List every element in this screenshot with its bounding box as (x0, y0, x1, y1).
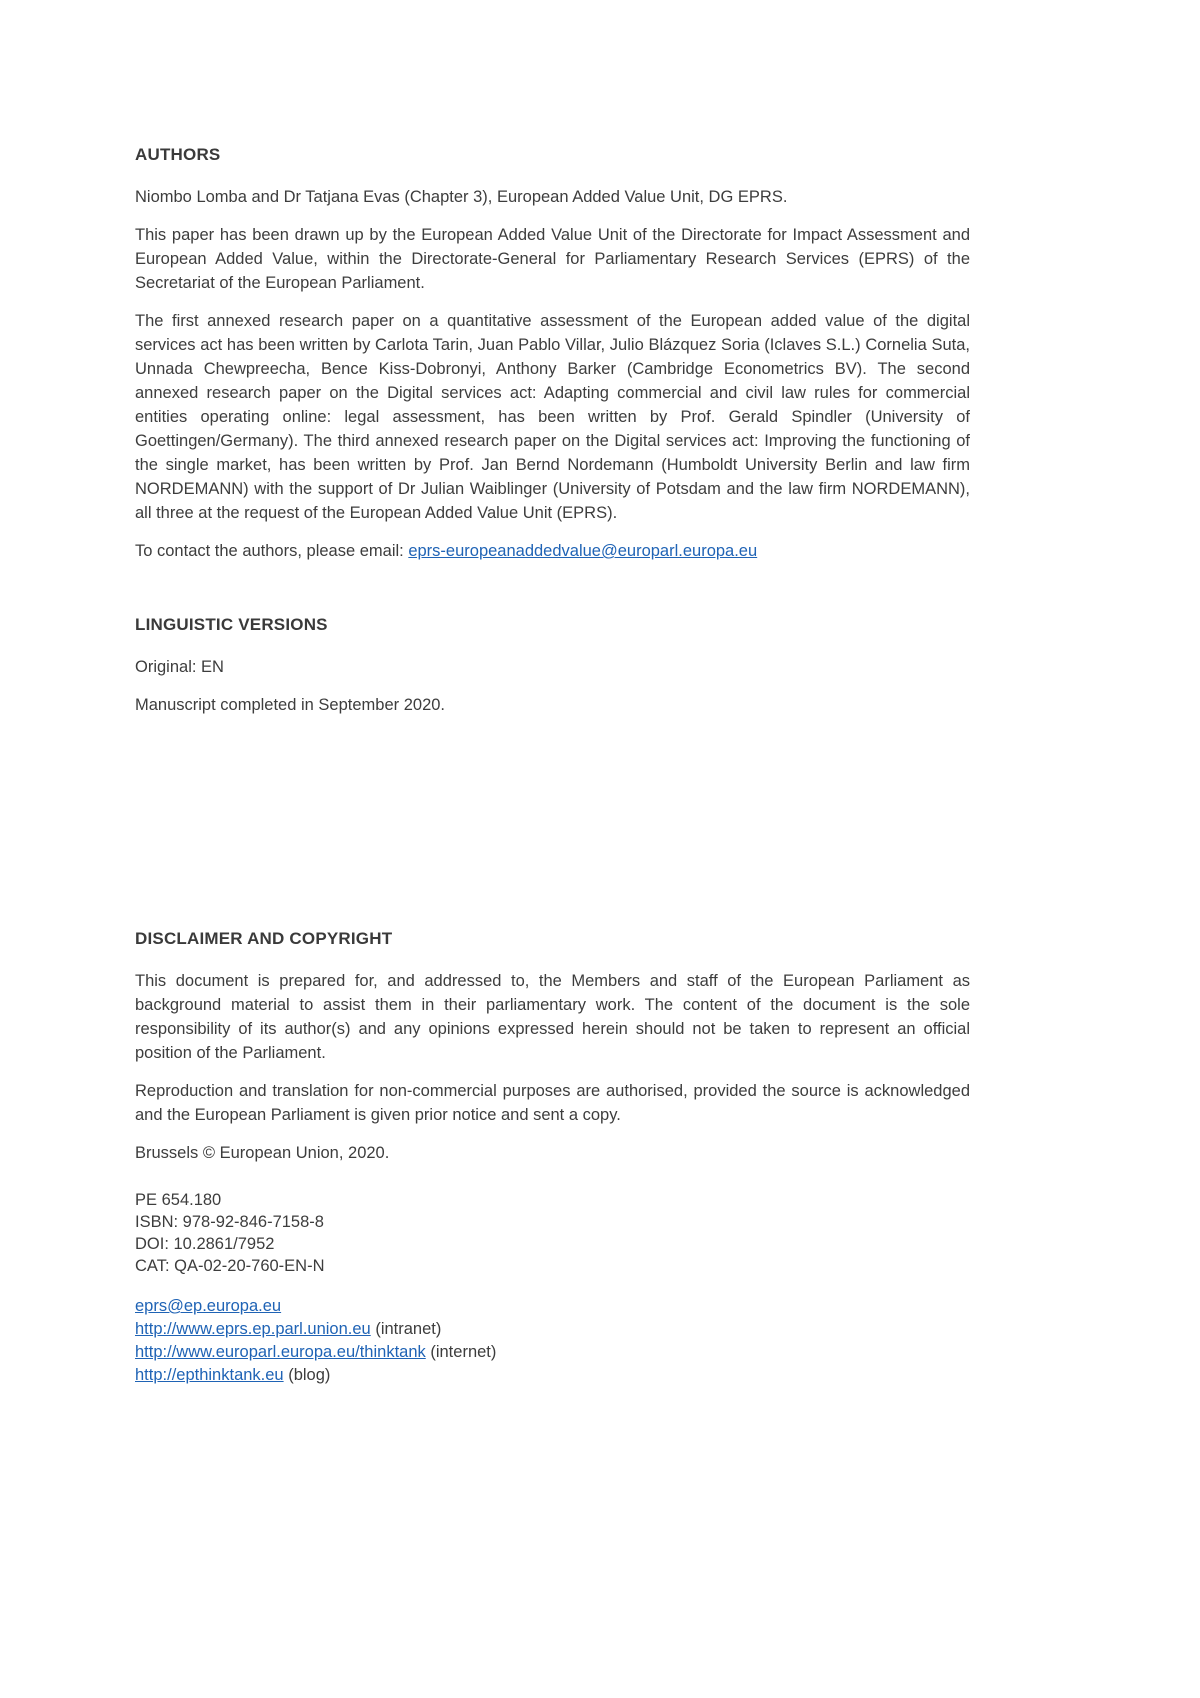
linguistic-versions-heading: LINGUISTIC VERSIONS (135, 615, 328, 634)
link-row (135, 1295, 970, 1318)
pe-number: PE 654.180 (135, 1191, 222, 1209)
link-suffix-text: (internet) (425, 1343, 497, 1361)
link-row (135, 1341, 970, 1364)
link-row (135, 1364, 970, 1387)
reproduction-paragraph: Reproduction and translation for non-commercial purposes are authorised, provided the source is acknowledged and the European Parliament is given prior notice and sent a copy. (135, 1082, 970, 1124)
link-suffix-text: (intranet) (370, 1320, 442, 1338)
section-linguistic-versions (135, 615, 970, 717)
doi-number: DOI: 10.2861/7952 (135, 1235, 275, 1253)
copyright-line: Brussels © European Union, 2020. (135, 1144, 390, 1162)
manuscript-date-line: Manuscript completed in September 2020. (135, 696, 446, 714)
section-disclaimer-copyright (135, 929, 970, 1387)
original-language-line: Original: EN (135, 658, 224, 676)
eprs-email-link[interactable]: eprs@ep.europa.eu (135, 1297, 282, 1315)
authors-paragraph-annexes: The first annexed research paper on a quantitative assessment of the European added value of the digital services act has been written by Carlota Tarin, Juan Pablo Villar, Julio Blázquez Soria (Iclaves S.L.) Cornelia Suta, Unnada Chewpreecha, Bence Kiss-Dobronyi, Anthony Barker (Cambridge Econometrics BV). The second annexed research paper on the Digital services act: Adapting commercial and civil law rules for commercial entities operating online: legal assessment, has been written by Prof. Gerald Spindler (University of Goettingen/Germany). The third annexed research paper on the Digital services act: Improving the functioning of the single market, has been written by Prof. Jan Bernd Nordemann (Humboldt University Berlin and law firm NORDEMANN) with the support of Dr Julian Waiblinger (University of Potsdam and the law firm NORDEMANN), all three at the request of the European Added Value Unit (EPRS). (135, 312, 970, 522)
contact-prefix-text: To contact the authors, please email: (135, 542, 409, 560)
section-authors (135, 145, 970, 563)
cat-number: CAT: QA-02-20-760-EN-N (135, 1257, 325, 1275)
disclaimer-paragraph: This document is prepared for, and addressed to, the Members and staff of the European Parliament as background material to assist them in their parliamentary work. The content of the document is the sole responsibility of its author(s) and any opinions expressed herein should not be taken to represent an official position of the Parliament. (135, 972, 970, 1062)
link-suffix-text: (blog) (283, 1366, 331, 1384)
intranet-link[interactable]: http://www.eprs.ep.parl.union.eu (135, 1320, 371, 1338)
thinktank-link[interactable]: http://www.europarl.europa.eu/thinktank (135, 1343, 426, 1361)
contact-links (135, 1295, 970, 1387)
disclaimer-heading: DISCLAIMER AND COPYRIGHT (135, 929, 393, 948)
authors-contact-line (135, 539, 970, 563)
authors-email-link[interactable]: eprs-europeanaddedvalue@europarl.europa.eu (408, 542, 758, 560)
publication-metadata (135, 1189, 970, 1277)
authors-byline: Niombo Lomba and Dr Tatjana Evas (Chapter 3), European Added Value Unit, DG EPRS. (135, 188, 788, 206)
blog-link[interactable]: http://epthinktank.eu (135, 1366, 284, 1384)
authors-paragraph-unit: This paper has been drawn up by the European Added Value Unit of the Directorate for Impact Assessment and European Added Value, within the Directorate-General for Parliamentary Research Services (EPRS) of the Secretariat of the European Parliament. (135, 226, 970, 292)
link-row (135, 1318, 970, 1341)
authors-heading: AUTHORS (135, 145, 221, 164)
isbn-number: ISBN: 978-92-846-7158-8 (135, 1213, 324, 1231)
